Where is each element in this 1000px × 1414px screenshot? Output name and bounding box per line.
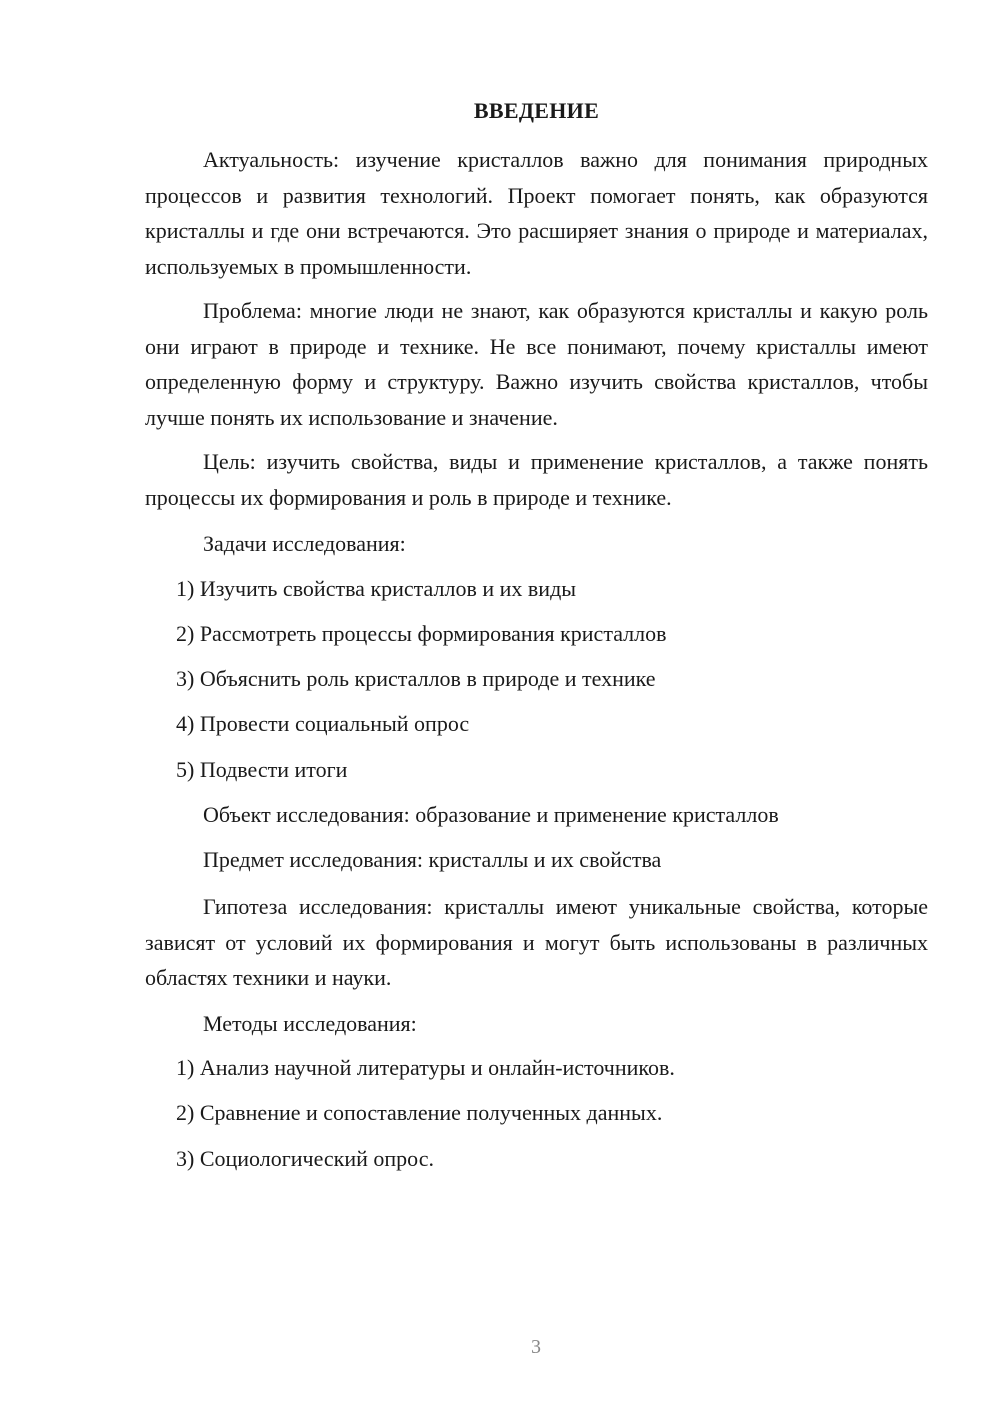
tasks-heading: Задачи исследования:	[203, 531, 406, 556]
hypothesis-paragraph: Гипотеза исследования: кристаллы имеют уникальные свойства, которые зависят от условий их формирования и могут быть использованы в различных областях техники и науки.	[145, 894, 928, 990]
research-subject: Предмет исследования: кристаллы и их свойства	[203, 847, 662, 872]
task-item-5: 5) Подвести итоги	[176, 757, 348, 782]
research-object: Объект исследования: образование и применение кристаллов	[203, 802, 779, 827]
task-item-3: 3) Объяснить роль кристаллов в природе и технике	[176, 666, 656, 691]
page-number: 3	[531, 1336, 541, 1358]
method-item-2: 2) Сравнение и сопоставление полученных данных.	[176, 1100, 663, 1125]
relevance-paragraph: Актуальность: изучение кристаллов важно для понимания природных процессов и развития технологий. Проект помогает понять, как образуются кристаллы и где они встречаются. Это расширяет знания о природе и материалах, используемых в промышленности.	[145, 147, 928, 279]
method-item-3: 3) Социологический опрос.	[176, 1146, 434, 1171]
task-item-1: 1) Изучить свойства кристаллов и их виды	[176, 576, 577, 601]
problem-paragraph: Проблема: многие люди не знают, как образуются кристаллы и какую роль они играют в природе и технике. Не все понимают, почему кристаллы имеют определенную форму и структуру. Важно изучить свойства кристаллов, чтобы лучше понять их использование и значение.	[145, 298, 928, 430]
task-item-4: 4) Провести социальный опрос	[176, 711, 470, 736]
methods-heading: Методы исследования:	[203, 1011, 417, 1036]
method-item-1: 1) Анализ научной литературы и онлайн-источников.	[176, 1055, 675, 1080]
page-title: ВВЕДЕНИЕ	[473, 98, 600, 123]
goal-paragraph: Цель: изучить свойства, виды и применение кристаллов, а также понять процессы их формирования и роль в природе и технике.	[145, 449, 928, 510]
task-item-2: 2) Рассмотреть процессы формирования кристаллов	[176, 621, 667, 646]
